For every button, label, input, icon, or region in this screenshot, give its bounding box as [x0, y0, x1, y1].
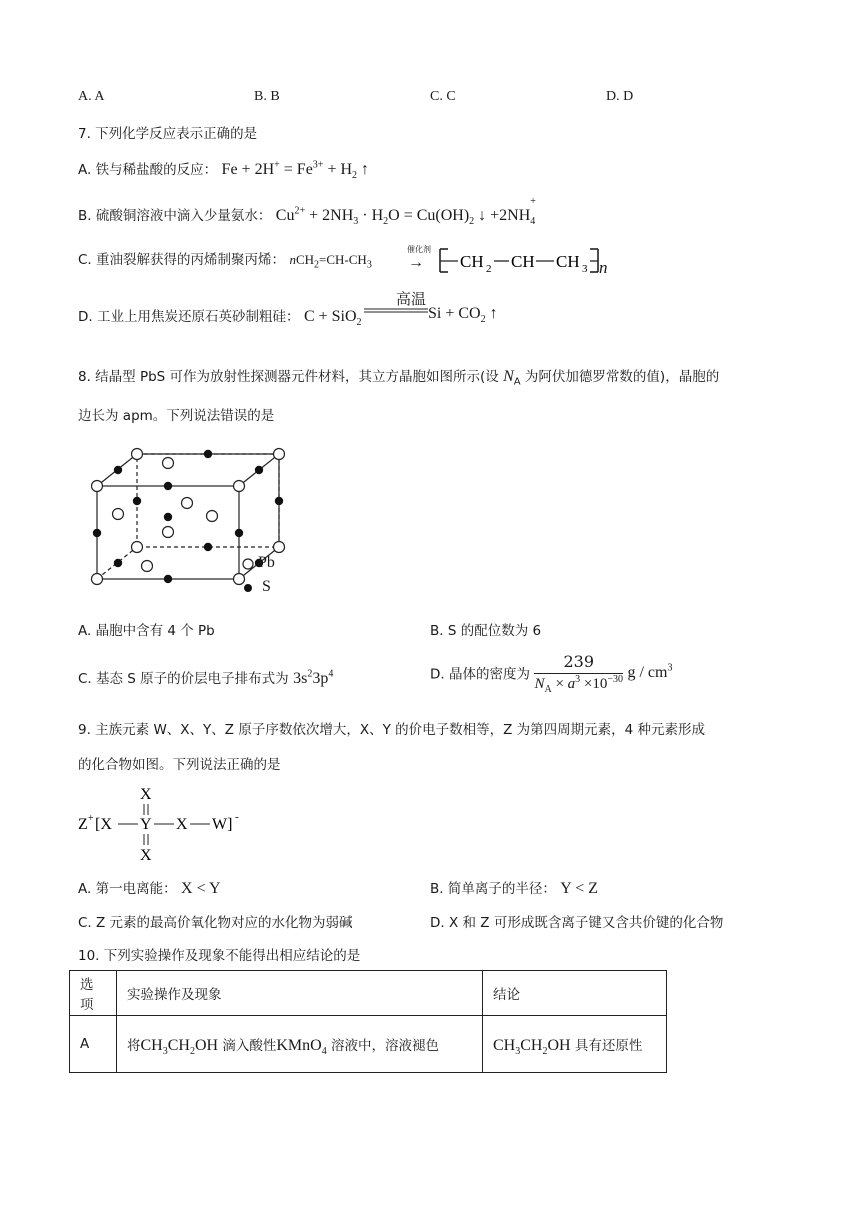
q8-stem-line2: 边长为 apm。下列说法错误的是	[78, 408, 275, 424]
table-header-option: 选项	[70, 971, 117, 1016]
svg-text:CH: CH	[511, 252, 535, 271]
q8-option-c-label: C. 基态 S 原子的价层电子排布式为	[78, 671, 289, 687]
table-header-conclusion: 结论	[483, 971, 667, 1016]
q7-option-d-label: D. 工业上用焦炭还原石英砂制粗硅：	[78, 309, 300, 325]
svg-text:+: +	[88, 813, 94, 824]
row-a-op-pre: 将	[127, 1037, 141, 1054]
q7-option-a: A. 铁与稀盐酸的反应： $Fe + 2H^+ = Fe^{3+} + H_2$ ↑	[78, 159, 370, 182]
density-fraction: $\frac{239}{N_A \times a^3 \times 10^{-30}}$	[534, 652, 624, 695]
q8-stem-line1	[78, 365, 719, 386]
row-a-op-end: 溶液中，溶液褪色	[331, 1037, 440, 1054]
row-a-conclusion: $CH_3CH_2OH$ 具有还原性	[483, 1016, 667, 1073]
polypropylene-structure	[434, 242, 624, 282]
q9-option-a	[78, 877, 221, 898]
svg-text:X: X	[176, 816, 188, 833]
svg-text:Y: Y	[140, 816, 152, 833]
svg-text:CH: CH	[556, 252, 580, 271]
q9-stem-line2: 的化合物如图。下列说法正确的是	[78, 757, 281, 773]
q9-compound-structure	[76, 782, 276, 864]
q9-x-bottom: X	[140, 847, 152, 864]
q8-option-d-label: D. 晶体的密度为	[430, 666, 530, 683]
q8-na-symbol: N	[503, 368, 514, 385]
q7-c-arrow: →	[408, 254, 424, 271]
row-a-op-mid: 滴入酸性	[222, 1037, 277, 1054]
density-unit: g / cm	[627, 663, 668, 681]
q7-c-catalyst: 催化剂	[407, 245, 431, 254]
table-header-operation: 实验操作及现象	[117, 971, 483, 1016]
q7-option-c: C. 重油裂解获得的丙烯制聚丙烯： $nCH_2=CH-CH_3$	[78, 252, 372, 271]
q7-option-b-label: B. 硫酸铜溶液中滴入少量氨水：	[78, 208, 272, 224]
svg-text:3: 3	[582, 263, 588, 275]
q7-option-d: D. 工业上用焦炭还原石英砂制粗硅： C + SiO$_2$	[78, 308, 362, 329]
q7-option-b: B. 硫酸铜溶液中滴入少量氨水： $Cu^{2+} + 2NH_3 \cdot H_2O = Cu(OH)_2$ ↓ +2NH $_{+ 4}$	[78, 196, 536, 228]
legend-s: S	[262, 578, 271, 595]
q9-x-top: X	[140, 786, 152, 803]
q6-option-c: C. C	[430, 89, 456, 104]
q9-stem-line1: 9. 主族元素 W、X、Y、Z 原子序数依次增大，X、Y 的价电子数相等，Z 为第四周期元素，4 种元素形成	[78, 722, 706, 738]
q8-stem-part1: 8. 结晶型 PbS 可作为放射性探测器元件材料，其立方晶胞如图所示(设	[78, 369, 499, 385]
row-a-operation: 将$CH_3CH_2OH$ 滴入酸性KMnO$_4$ 溶液中，溶液褪色	[117, 1016, 483, 1073]
q9-option-a-label: A. 第一电离能：	[78, 881, 177, 897]
q9-option-d: D. X 和 Z 可形成既含离子键又含共价键的化合物	[430, 915, 724, 931]
q7-stem: 7. 下列化学反应表示正确的是	[78, 126, 258, 142]
svg-text:[X: [X	[95, 816, 112, 833]
q7-d-condition: 高温	[396, 290, 427, 308]
q7-option-a-label: A. 铁与稀盐酸的反应：	[78, 162, 218, 178]
q8-option-a: A. 晶胞中含有 4 个 Pb	[78, 623, 215, 639]
density-numerator: 239	[534, 652, 623, 674]
q10-table	[69, 970, 667, 1073]
q7-d-double-line	[364, 308, 428, 314]
q9-option-a-expr: X < Y	[181, 880, 221, 897]
q8-option-c: C. 基态 S 原子的价层电子排布式为 $3s^23p^4$	[78, 668, 334, 687]
q7-d-products: $Si + CO_2$ ↑	[428, 305, 498, 326]
row-a-conclusion-end: 具有还原性	[574, 1037, 643, 1054]
q9-option-b-label: B. 简单离子的半径：	[430, 881, 556, 897]
q8-na-sub: A	[513, 376, 521, 388]
q6-option-d: D. D	[606, 89, 634, 104]
q9-option-c: C. Z 元素的最高价氧化物对应的水化物为弱碱	[78, 915, 353, 931]
q7-option-c-label: C. 重油裂解获得的丙烯制聚丙烯：	[78, 252, 286, 268]
table-row	[70, 1016, 667, 1073]
q6-option-b: B. B	[254, 89, 280, 104]
pbs-unit-cell-diagram	[88, 445, 288, 595]
q8-stem-part2: 为阿伏加德罗常数的值)，晶胞的	[524, 369, 720, 385]
row-a-option: A	[70, 1016, 117, 1073]
svg-text:Z: Z	[78, 816, 88, 833]
svg-text:-: -	[235, 811, 239, 823]
svg-text:W]: W]	[212, 816, 233, 833]
svg-text:CH: CH	[460, 252, 484, 271]
legend-pb: Pb	[258, 554, 275, 571]
q8-option-b: B. S 的配位数为 6	[430, 623, 542, 639]
q9-option-b-expr: Y < Z	[560, 880, 599, 897]
q10-stem: 10. 下列实验操作及现象不能得出相应结论的是	[78, 948, 361, 964]
table-header-row	[70, 971, 667, 1016]
q6-option-a: A. A	[78, 89, 105, 104]
legend-markers	[241, 556, 255, 598]
q8-option-d: D. 晶体的密度为 $\frac{239}{N_A \times a^3 \times 10^{-30}}$ g / $cm^3$	[430, 652, 673, 695]
q9-option-b	[430, 877, 598, 898]
q7-c-polymer-n: n	[599, 258, 608, 277]
svg-text:2: 2	[486, 263, 492, 275]
